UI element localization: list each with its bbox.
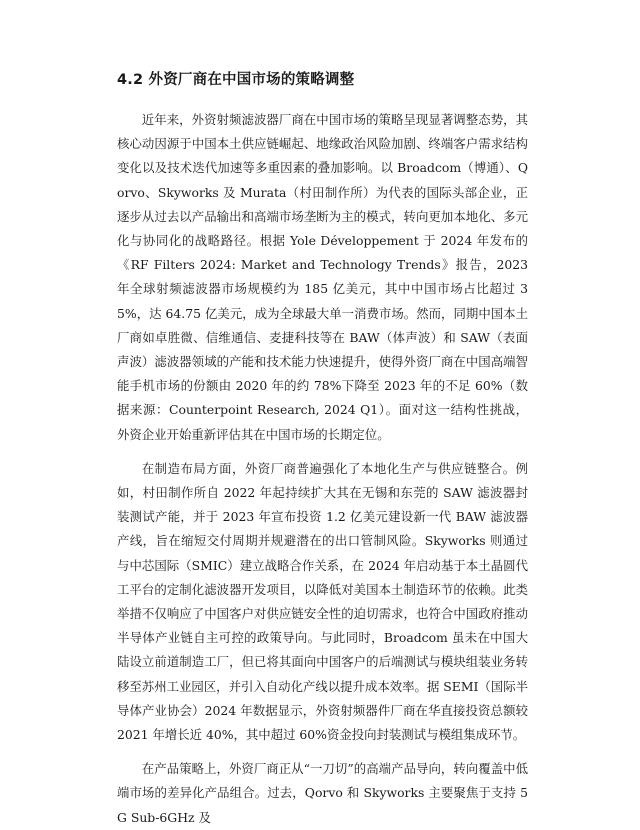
- paragraph-manufacturing: 在制造布局方面，外资厂商普遍强化了本地化生产与供应链整合。例如，村田制作所自 2022 年起持续扩大其在无锡和东莞的 SAW 滤波器封装测试产能，并于 2023 年宣布投资 1.2 亿美元建设新一代 BAW 滤波器产线，旨在缩短交付周期并规避潜在的出口管制风险。Skyworks 则通过与中芯国际（SMIC）建立战略合作关系，在 2024 年启动基于本土晶圆代工平台的定制化滤波器开发项目，以降低对美国本土制造环节的依赖。此类举措不仅响应了中国客户对供应链安全性的迫切需求，也符合中国政府推动半导体产业链自主可控的政策导向。与此同时，Broadcom 虽未在中国大陆设立前道制造工厂，但已将其面向中国客户的后端测试与模块组装业务转移至苏州工业园区，并引入自动化产线以提升成本效率。据 SEMI（国际半导体产业协会）2024 年数据显示，外资射频器件厂商在华直接投资总额较 2021 年增长近 40%，其中超过 60%资金投向封装测试与模组集成环节。: [117, 460, 528, 743]
- paragraph-product-strategy: 在产品策略上，外资厂商正从“一刀切”的高端产品导向，转向覆盖中低端市场的差异化产品组合。过去，Qorvo 和 Skyworks 主要聚焦于支持 5G Sub-6GHz 及: [117, 761, 528, 825]
- section-heading: 4.2 外资厂商在中国市场的策略调整: [117, 72, 355, 88]
- paragraph-intro: 近年来，外资射频滤波器厂商在中国市场的策略呈现显著调整态势，其核心动因源于中国本土供应链崛起、地缘政治风险加剧、终端客户需求结构变化以及技术迭代加速等多重因素的叠加影响。以 Broadcom（博通）、Qorvo、Skyworks 及 Murata（村田制作所）为代表的国际头部企业，正逐步从过去以产品输出和高端市场垄断为主的模式，转向更加本地化、多元化与协同化的战略路径。根据 Yole Développement 于 2024 年发布的《RF Filters 2024: Market and Technology Trends》报告，2023 年全球射频滤波器市场规模约为 185 亿美元，其中中国市场占比超过 35%，达 64.75 亿美元，成为全球最大单一消费市场。然而，同期中国本土厂商如卓胜微、信维通信、麦捷科技等在 BAW（体声波）和 SAW（表面声波）滤波器领域的产能和技术能力快速提升，使得外资厂商在中国高端智能手机市场的份额由 2020 年的约 78%下降至 2023 年的不足 60%（数据来源：Counterpoint Research, 2024 Q1）。面对这一结构性挑战，外资企业开始重新评估其在中国市场的长期定位。: [117, 112, 528, 442]
